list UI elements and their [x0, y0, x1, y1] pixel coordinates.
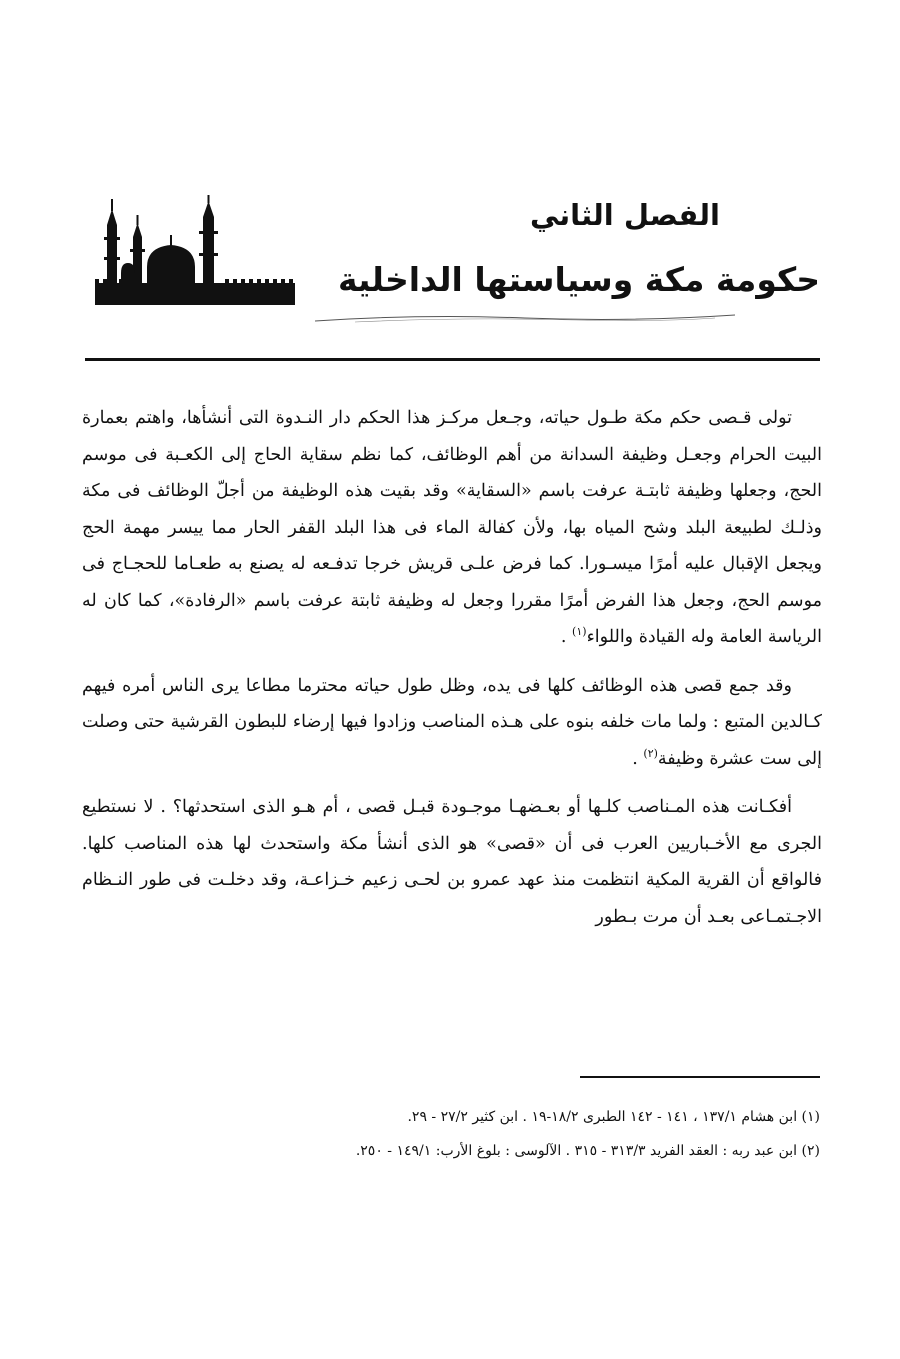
paragraph — [82, 668, 822, 778]
paragraph — [82, 789, 822, 935]
paragraph-text: تولى قـصى حكم مكة طـول حياته، وجـعل مركـز هذا الحكم دار النـدوة التى أنشأها، واهتم بعمارة البيت الحرام وجعـل وظيفة السدانة من أهم الوظائف، كما نظم سقاية الحاج إلى الكعـبة فى موسم الحج، وجعلها وظيفة ثابتـة عرفت باسم «السقاية» وقد بقيت هذه الوظيفة من أجلّ الوظائف فى مكة وذلـك لطبيعة البلد وشح المياه بها، ولأن كفالة الماء فى هذا البلد القفر الحار مما ييسر مهمة الحج ويجعل الإقبال عليه أمرًا ميسـورا. كما فرض علـى قريش خرجا تدفـعه له يصنع به طعـاما للحجـاج فى موسم الحج، وجعل هذا الفرض أمرًا مقررا وجعل له وظيفة ثابتة عرفت باسم «الرفادة»، كما كان له الرياسة العامة وله القيادة واللواء — [82, 408, 822, 647]
chapter-label: الفصل الثاني — [529, 198, 720, 232]
header-divider — [85, 358, 820, 361]
chapter-body — [82, 400, 822, 947]
paragraph-tail: . — [560, 627, 573, 647]
chapter-title: حكومة مكة وسياستها الداخلية — [338, 260, 820, 299]
chapter-header — [95, 190, 820, 340]
paragraph-text: وقد جمع قصى هذه الوظائف كلها فى يده، وظل طول حياته محترما مطاعا يرى الناس أمره فيهم كـالدين المتبع : ولما مات خلفه بنوه على هـذه المناصب وزادوا فيها إرضاء للبطون القرشية حتى وصلت إلى ست عشرة وظيفة — [82, 675, 822, 769]
footnote-ref[interactable]: (٢) — [643, 746, 658, 760]
footnote-ref[interactable]: (١) — [572, 625, 587, 639]
footnote-item: (٢) ابن عبد ربه : العقد الفريد ٣١٣/٣ - ٣١٥ . الآلوسى : بلوغ الأرب: ١٤٩/١ - ٢٥٠. — [355, 1143, 820, 1159]
paragraph-text: أفكـانت هذه المـناصب كلـها أو بعـضهـا موجـودة قبـل قصى ، أم هـو الذى استحدثها؟ . لا نستطيع الجرى مع الأخـباريين العرب فى أن «قصى» هو الذى أنشأ مكة واستحدث لها هذه المناصب كلها. فالواقع أن القرية المكية انتظمت منذ عهد عمرو بن لحـى زعيم خـزاعـة، وقد دخلـت فى طور النـظام الاجـتمـاعى بعـد أن مرت بـطور — [82, 797, 822, 927]
footnote-divider — [580, 1076, 820, 1078]
ornament-flourish-icon — [315, 312, 735, 326]
footnotes — [120, 1100, 820, 1168]
footnote-item: (١) ابن هشام ١٣٧/١ ، ١٤١ - ١٤٢ الطبرى ١٨/٢-١٩ . ابن كثير ٢٧/٢ - ٢٩. — [407, 1109, 820, 1125]
paragraph — [82, 400, 822, 656]
paragraph-tail: . — [632, 748, 644, 769]
mosque-silhouette-icon — [95, 195, 295, 310]
